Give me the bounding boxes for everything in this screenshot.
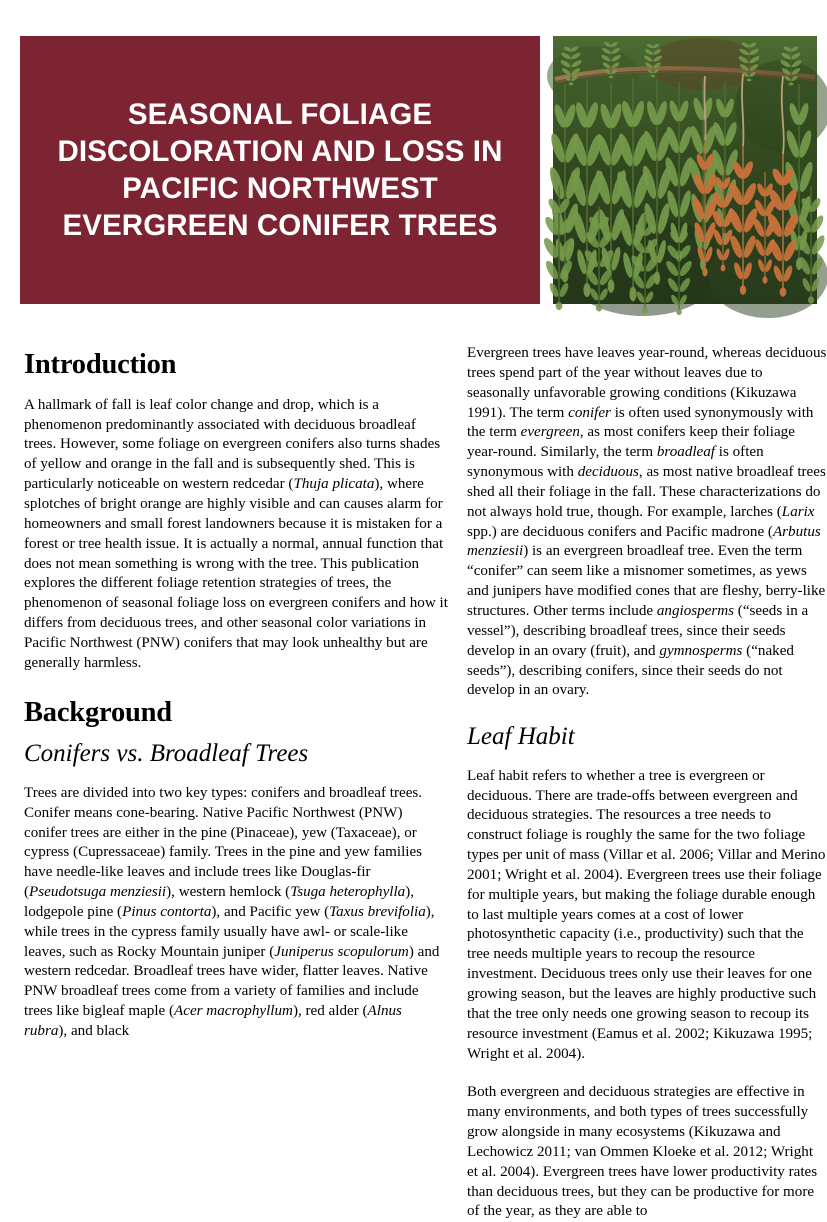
- paragraph-leaf-habit-1: Leaf habit refers to whether a tree is evergreen or deciduous. There are trade-offs between evergreen and deciduous strategies. The resources a tree needs to construct foliage is roughly the same for the two foliage types per unit of mass (Villar et al. 2006; Villar and Merino 2001; Wright et al. 2004). Evergreen trees use their foliage for multiple years, but making the foliage durable enough to last multiple years comes at a cost of lower photosynthetic capacity (i.e., productivity) such that the tree needs multiple years to recoup the resource investment. Deciduous trees only use their leaves for one growing season, but the leaves are highly productive such that the tree only needs one growing season to recoup its resource investment (Eamus et al. 2002; Kikuzawa 1995; Wright et al. 2004).: [467, 767, 826, 1062]
- western-redcedar-foliage-photo: [553, 36, 817, 304]
- subheading-conifers-vs-broadleaf: Conifers vs. Broadleaf Trees: [24, 740, 309, 768]
- article-body: [0, 304, 827, 1220]
- masthead: [0, 36, 817, 304]
- heading-introduction: Introduction: [24, 349, 177, 380]
- paragraph-introduction: A hallmark of fall is leaf color change and drop, which is a phenomenon predominantly associated with deciduous broadleaf trees. However, some foliage on evergreen conifers also turns shades of yellow and orange in the fall and is subsequently shed. This is particularly noticeable on western redcedar (Thuja plicata), where splotches of bright orange are highly visible and can causes alarm for homeowners and small forest landowners because it is mistaken for a forest or tree health issue. It is actually a normal, annual function that does not mean something is wrong with the tree. This publication explores the different foliage retention strategies of trees, the phenomenon of seasonal foliage loss on evergreen conifers and how it differs from deciduous trees, and other seasonal color variations in Pacific Northwest (PNW) conifers that may look unhealthy but are generally harmless.: [24, 396, 448, 671]
- column-left: [24, 304, 448, 1062]
- paragraph-conifers-vs-broadleaf: Trees are divided into two key types: conifers and broadleaf trees. Conifer means cone-bearing. Native Pacific Northwest (PNW) conifer trees are either in the pine (Pinaceae), yew (Taxaceae), or cypress (Cupressaceae) family. Trees in the pine and yew families have needle-like leaves and include trees like Douglas-fir (Pseudotsuga menziesii), western hemlock (Tsuga heterophylla), lodgepole pine (Pinus contorta), and Pacific yew (Taxus brevifolia), while trees in the cypress family usually have awl- or scale-like leaves, such as Rocky Mountain juniper (Juniperus scopulorum) and western redcedar. Broadleaf trees have wider, flatter leaves. Native PNW broadleaf trees come from a variety of families and include trees like bigleaf maple (Acer macrophyllum), red alder (Alnus rubra), and black: [24, 784, 440, 1039]
- column-right: [467, 304, 827, 1220]
- heading-background: Background: [24, 696, 172, 728]
- paragraph-leaf-habit-2: Both evergreen and deciduous strategies are effective in many environments, and both types of trees successfully grow alongside in many ecosystems (Kikuzawa and Lechowicz 2011; van Ommen Kloeke et al. 2012; Wright et al. 2004). Evergreen trees have lower productivity rates than deciduous trees, but they can be productive for more of the year, as they are able to: [467, 1084, 818, 1220]
- subheading-leaf-habit: Leaf Habit: [467, 723, 575, 751]
- paragraph-evergreen-deciduous-terms: Evergreen trees have leaves year-round, whereas deciduous trees spend part of the year without leaves due to seasonally unfavorable growing conditions (Kikuzawa 1991). The term conifer is often used synonymously with the term evergreen, as most conifers keep their foliage year-round. Similarly, the term broadleaf is often synonymous with deciduous, as most native broadleaf trees shed all their foliage in the fall. These characterizations do not always hold true, though. For example, larches (Larix spp.) are deciduous conifers and Pacific madrone (Arbutus menziesii) is an evergreen broadleaf tree. Even the term “conifer” can seem like a misnomer sometimes, as yews and junipers have modified cones that are fleshy, berry-like structures. Other terms include angiosperms (“seeds in a vessel”), describing broadleaf trees, since their seeds develop in an ovary (fruit), and gymnosperms (“naked seeds”), describing conifers, since their seeds do not develop in an ovary.: [467, 345, 827, 699]
- foliage-photo-illustration: [553, 36, 817, 304]
- title-banner: [20, 36, 540, 304]
- page-title: SEASONAL FOLIAGE DISCOLORATION AND LOSS IN PACIFIC NORTHWEST EVERGREEN CONIFER TREES: [57, 97, 503, 243]
